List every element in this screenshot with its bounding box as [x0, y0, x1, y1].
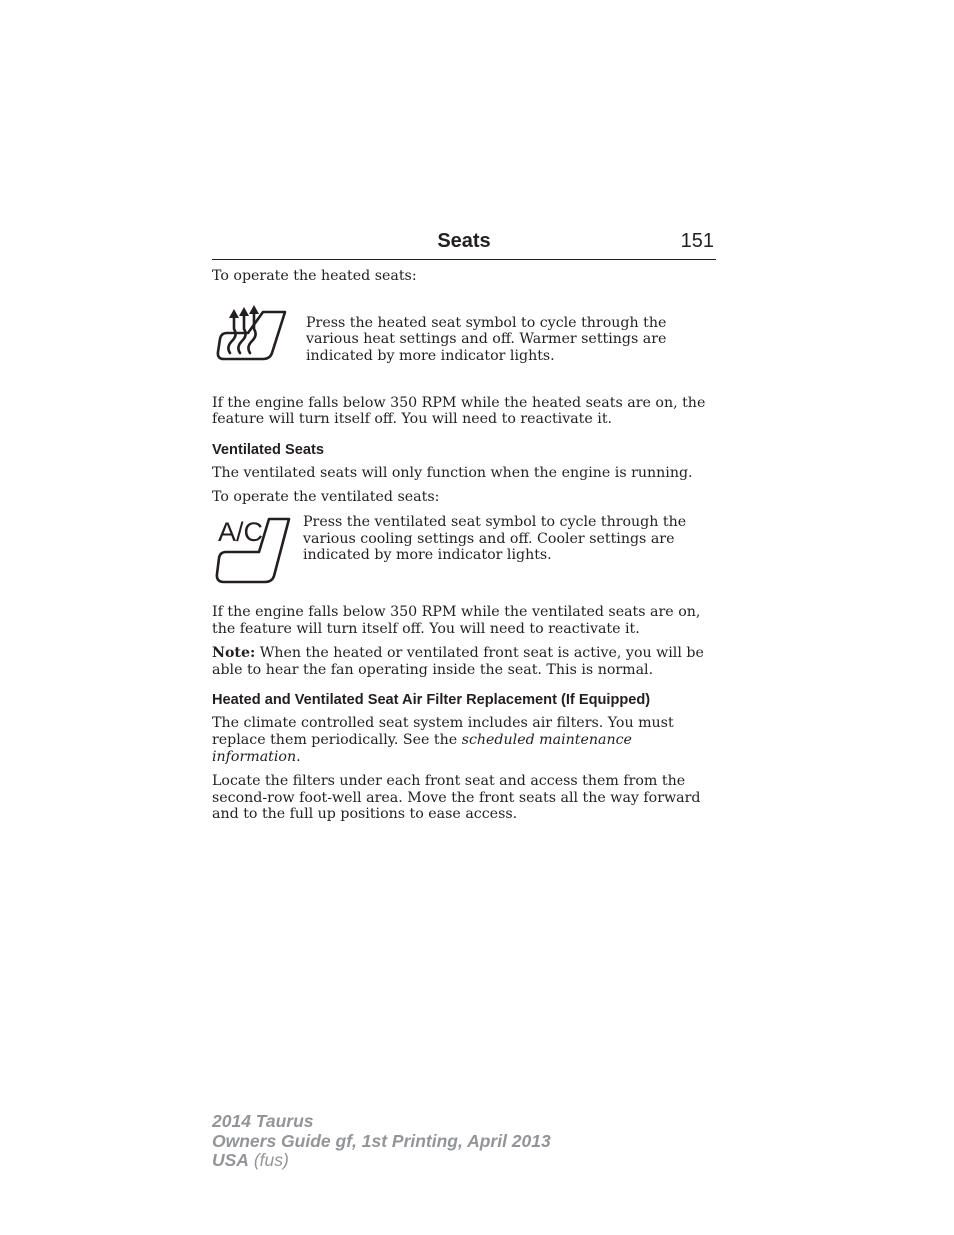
footer-code: (fus) — [248, 1150, 289, 1170]
page-number: 151 — [680, 230, 714, 252]
footer-printing: Owners Guide gf, 1st Printing, April 2013 — [212, 1130, 551, 1151]
section-title: Seats — [437, 230, 491, 252]
ventilated-para: The ventilated seats will only function when the engine is running. — [212, 464, 693, 481]
ventilated-seat-row — [212, 514, 716, 590]
note-label: Note: — [212, 645, 256, 662]
page-footer — [212, 1112, 551, 1171]
ventilated-seat-icon — [212, 514, 303, 590]
ventilated-rpm-note: If the engine falls below 350 RPM while the ventilated seats are on, the feature will turn itself off. You will need to reactivate it. — [212, 603, 701, 637]
ventilated-heading: Ventilated Seats — [212, 441, 324, 458]
filter-heading: Heated and Ventilated Seat Air Filter Replacement (If Equipped) — [212, 692, 651, 709]
note-text: When the heated or ventilated front seat is active, you will be able to hear the fan operating inside the seat. This is normal. — [212, 645, 704, 678]
footer-model: 2014 Taurus — [212, 1111, 314, 1131]
filter-para-1 — [212, 715, 716, 765]
filter-text-a: The climate controlled seat system includes air filters. You must replace them periodically. See the — [212, 715, 674, 748]
heated-intro: To operate the heated seats: — [212, 268, 417, 284]
heated-seat-instruction: Press the heated seat symbol to cycle through the various heat settings and off. Warmer settings are indicated by more indicator lights. — [306, 314, 667, 364]
ac-label: A/C — [218, 516, 264, 547]
ventilated-intro: To operate the ventilated seats: — [212, 489, 440, 506]
footer-country: USA — [212, 1150, 249, 1170]
footer-region — [212, 1151, 551, 1171]
page-header — [212, 229, 716, 260]
page-content — [212, 268, 716, 831]
heated-seat-row — [212, 291, 716, 367]
ventilated-seat-instruction: Press the ventilated seat symbol to cycle through the various cooling settings and off. Cooler settings are indicated by more indicator lights. — [303, 513, 687, 564]
ventilated-note — [212, 645, 716, 678]
heated-seat-icon — [212, 291, 306, 367]
maintenance-reference: scheduled maintenance information — [212, 731, 632, 765]
heated-rpm-note: If the engine falls below 350 RPM while the heated seats are on, the feature will turn itself off. You will need to reactivate it. — [212, 394, 706, 428]
filter-para-2: Locate the filters under each front seat and access them from the second-row foot-well area. Move the front seats all the way forward and to the full up positions to ease access. — [212, 773, 701, 823]
filter-text-b: . — [296, 748, 301, 765]
